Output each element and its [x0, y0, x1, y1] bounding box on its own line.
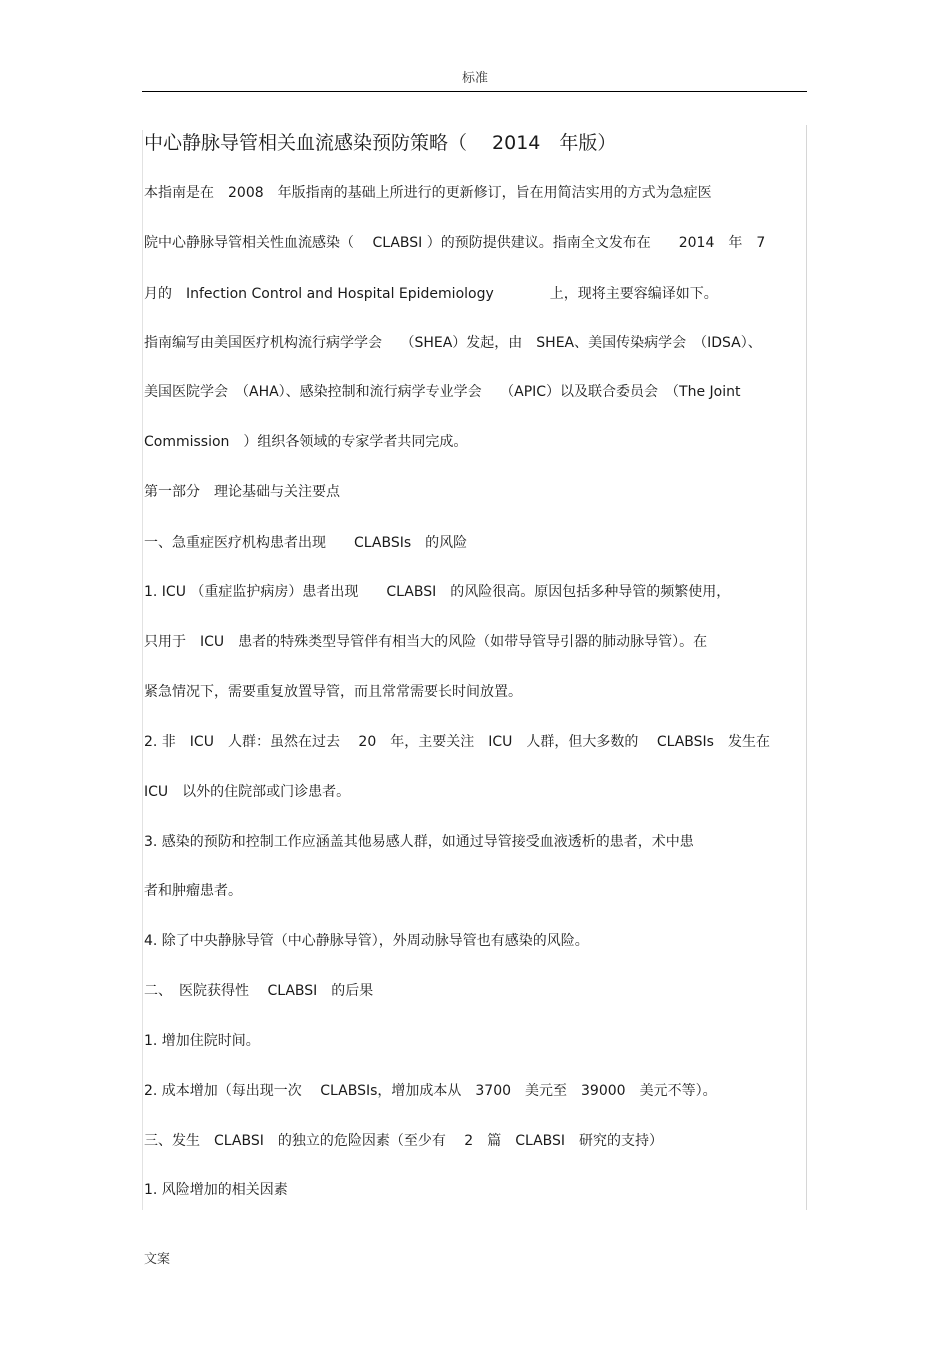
paragraph-line: 指南编写由美国医疗机构流行病学学会 （SHEA）发起，由 SHEA、美国传染病学会 （IDSA）、 — [144, 335, 762, 351]
right-margin-line — [806, 125, 807, 1210]
paragraph-line: 本指南是在 2008 年版指南的基础上所进行的更新修订，旨在用简洁实用的方式为急症医 — [144, 185, 712, 201]
paragraph-line: ICU 以外的住院部或门诊患者。 — [144, 784, 351, 800]
left-margin-line — [142, 130, 143, 1210]
document-title: 中心静脉导管相关血流感染预防策略（ 2014 年版） — [144, 132, 617, 154]
paragraph-line: 1. 风险增加的相关因素 — [144, 1182, 288, 1198]
paragraph-line: 者和肿瘤患者。 — [144, 883, 242, 899]
subsection-heading: 二、 医院获得性 CLABSI 的后果 — [144, 983, 374, 999]
section-heading: 第一部分 理论基础与关注要点 — [144, 484, 340, 500]
paragraph-line: 只用于 ICU 患者的特殊类型导管伴有相当大的风险（如带导管导引器的肺动脉导管）。在 — [144, 634, 708, 650]
header-divider — [142, 91, 807, 92]
paragraph-line: 2. 非 ICU 人群：虽然在过去 20 年，主要关注 ICU 人群，但大多数的 CLABSIs 发生在 — [144, 734, 770, 750]
page-footer: 文案 — [144, 1252, 171, 1267]
subsection-heading: 一、急重症医疗机构患者出现 CLABSIs 的风险 — [144, 535, 468, 551]
paragraph-line: 1. ICU （重症监护病房）患者出现 CLABSI 的风险很高。原因包括多种导管的频繁使用， — [144, 584, 731, 600]
paragraph-line: 月的 Infection Control and Hospital Epidemiology 上，现将主要容编译如下。 — [144, 286, 718, 302]
paragraph-line: 美国医院学会 （AHA）、感染控制和流行病学专业学会 （APIC）以及联合委员会 （The Joint — [144, 384, 741, 400]
paragraph-line: 2. 成本增加（每出现一次 CLABSIs，增加成本从 3700 美元至 39000 美元不等）。 — [144, 1083, 717, 1099]
paragraph-line: 紧急情况下，需要重复放置导管，而且常常需要长时间放置。 — [144, 684, 522, 700]
paragraph-line: 1. 增加住院时间。 — [144, 1033, 260, 1049]
paragraph-line: 3. 感染的预防和控制工作应涵盖其他易感人群，如通过导管接受血液透析的患者，术中患 — [144, 834, 694, 850]
paragraph-line: Commission ）组织各领域的专家学者共同完成。 — [144, 434, 468, 450]
paragraph-line: 院中心静脉导管相关性血流感染（ CLABSI ）的预防提供建议。指南全文发布在 2014 年 7 — [144, 235, 766, 251]
subsection-heading: 三、发生 CLABSI 的独立的危险因素（至少有 2 篇 CLABSI 研究的支持） — [144, 1133, 664, 1149]
page-header: 标准 — [461, 71, 488, 86]
paragraph-line: 4. 除了中央静脉导管（中心静脉导管），外周动脉导管也有感染的风险。 — [144, 933, 589, 949]
